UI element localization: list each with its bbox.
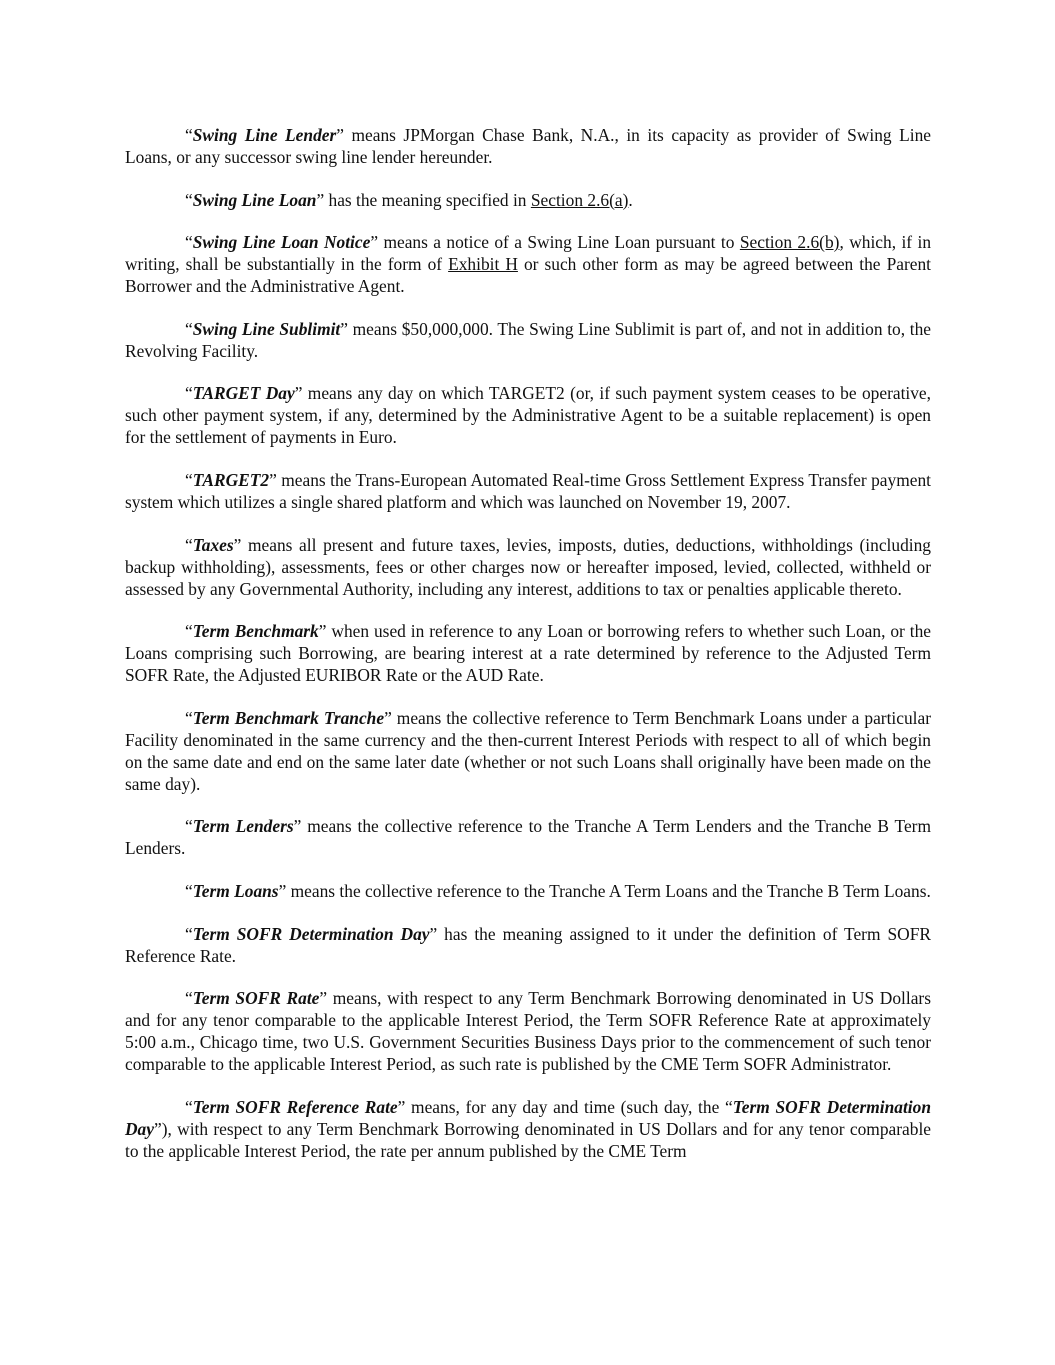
cross-reference-link[interactable]: Exhibit H bbox=[448, 254, 518, 275]
definition-text: ” means a notice of a Swing Line Loan pursuant to bbox=[370, 232, 740, 253]
definition-text: , which, if in writing, shall be substantially in the form of bbox=[125, 232, 932, 275]
definition-swing-line-lender bbox=[125, 124, 931, 168]
definition-text: “ bbox=[185, 621, 193, 642]
definition-text: “ bbox=[185, 232, 193, 253]
definition-text: “ bbox=[185, 880, 193, 901]
cross-reference-link[interactable]: Section 2.6(b) bbox=[739, 232, 840, 253]
defined-term: Term SOFR Reference Rate bbox=[192, 1096, 398, 1117]
defined-term: Term Benchmark bbox=[192, 621, 319, 642]
definition-text: “ bbox=[185, 125, 193, 145]
definition-text: “ bbox=[185, 707, 193, 728]
definition-text: “ bbox=[185, 1096, 193, 1117]
definition-text: ” has the meaning specified in bbox=[316, 189, 531, 210]
definition-text: . bbox=[628, 189, 633, 210]
definition-text: ” means, for any day and time (such day, the “ bbox=[397, 1096, 733, 1117]
definition-target-day bbox=[125, 382, 931, 448]
definition-text: or such other form as may be agreed between the Parent Borrower and the Administrative Agent. bbox=[125, 254, 931, 297]
definition-text: ” means the collective reference to the Tranche A Term Lenders and the Tranche B Term Lenders. bbox=[125, 816, 931, 859]
definition-swing-line-loan-notice bbox=[125, 231, 931, 297]
definition-text: “ bbox=[185, 318, 193, 339]
defined-term: TARGET Day bbox=[192, 383, 295, 404]
definition-swing-line-loan bbox=[125, 189, 931, 211]
definition-text: “ bbox=[185, 923, 193, 944]
definition-term-benchmark-tranche bbox=[125, 707, 931, 795]
defined-term: Swing Line Sublimit bbox=[192, 318, 341, 339]
defined-term: Term Lenders bbox=[192, 816, 294, 837]
definition-text: ” means the Trans-European Automated Real-time Gross Settlement Express Transfer payment system which utilizes a single shared platform and which was launched on November 19, 2007. bbox=[125, 469, 931, 512]
definition-text: “ bbox=[185, 189, 193, 210]
definition-text: ” when used in reference to any Loan or borrowing refers to whether such Loan, or the Loans comprising such Borrowing, are bearing interest at a rate determined by reference to the Adjusted Term SOFR Rate, the Adjusted EURIBOR Rate or the AUD Rate. bbox=[125, 621, 931, 686]
definition-text: ” means any day on which TARGET2 (or, if such payment system ceases to be operative, such other payment system, if any, determined by the Administrative Agent to be a suitable replacement) is open for the settlement of payments in Euro. bbox=[125, 383, 931, 448]
definition-target2 bbox=[125, 469, 931, 513]
definition-taxes bbox=[125, 534, 931, 600]
definition-text: ” means, with respect to any Term Benchmark Borrowing denominated in US Dollars and for any tenor comparable to the applicable Interest Period, the Term SOFR Reference Rate at approximately 5:00 a.m., Chicago time, two U.S. Government Securities Business Days prior to the commencement of such tenor comparable to the applicable Interest Period, as such rate is published by the CME Term SOFR Administrator. bbox=[125, 988, 931, 1075]
definition-text: “ bbox=[185, 816, 193, 837]
defined-term: Term SOFR Determination Day bbox=[125, 1096, 931, 1139]
defined-term: Swing Line Loan Notice bbox=[192, 232, 371, 253]
defined-term: Term Benchmark Tranche bbox=[192, 707, 385, 728]
definition-text: ”), with respect to any Term Benchmark Borrowing denominated in US Dollars and for any tenor comparable to the applicable Interest Period, the rate per annum published by the CME Term bbox=[125, 1118, 931, 1161]
defined-term: Swing Line Lender bbox=[192, 125, 337, 145]
definition-text: “ bbox=[185, 469, 193, 490]
definition-text: ” means the collective reference to the Tranche A Term Loans and the Tranche B Term Loans. bbox=[278, 880, 931, 901]
defined-term: Term SOFR Determination Day bbox=[192, 923, 430, 944]
defined-term: Term Loans bbox=[192, 880, 279, 901]
definition-text: “ bbox=[185, 988, 193, 1009]
definitions-list bbox=[125, 124, 931, 1182]
definition-term-loans bbox=[125, 880, 931, 902]
defined-term: Term SOFR Rate bbox=[192, 988, 320, 1009]
definition-text: ” means the collective reference to Term Benchmark Loans under a particular Facility denominated in the same currency and the then-current Interest Periods with respect to all of which begin on the same date and end on the same later date (whether or not such Loans shall originally have been made on the same day). bbox=[125, 707, 931, 794]
definition-text: “ bbox=[185, 534, 193, 555]
definition-term-sofr-determination-day bbox=[125, 923, 931, 967]
defined-term: TARGET2 bbox=[192, 469, 270, 490]
cross-reference-link[interactable]: Section 2.6(a) bbox=[530, 189, 629, 210]
definition-text: ” means all present and future taxes, levies, imposts, duties, deductions, withholdings (including backup withholding), assessments, fees or other charges now or hereafter imposed, levied, collected, withheld or assessed by any Governmental Authority, including any interest, additions to tax or penalties applicable thereto. bbox=[125, 534, 931, 599]
definition-text: “ bbox=[185, 383, 193, 404]
definition-term-sofr-rate bbox=[125, 987, 931, 1075]
definition-text: ” means $50,000,000. The Swing Line Sublimit is part of, and not in addition to, the Revolving Facility. bbox=[125, 318, 931, 361]
definition-term-benchmark bbox=[125, 620, 931, 686]
definition-term-sofr-reference-rate bbox=[125, 1096, 931, 1162]
definition-text: ” means JPMorgan Chase Bank, N.A., in its capacity as provider of Swing Line Loans, or any successor swing line lender hereunder. bbox=[125, 125, 931, 167]
defined-term: Taxes bbox=[192, 534, 234, 555]
definition-text: ” has the meaning assigned to it under the definition of Term SOFR Reference Rate. bbox=[125, 923, 931, 966]
definition-swing-line-sublimit bbox=[125, 318, 931, 362]
definition-term-lenders bbox=[125, 815, 931, 859]
defined-term: Swing Line Loan bbox=[192, 189, 317, 210]
